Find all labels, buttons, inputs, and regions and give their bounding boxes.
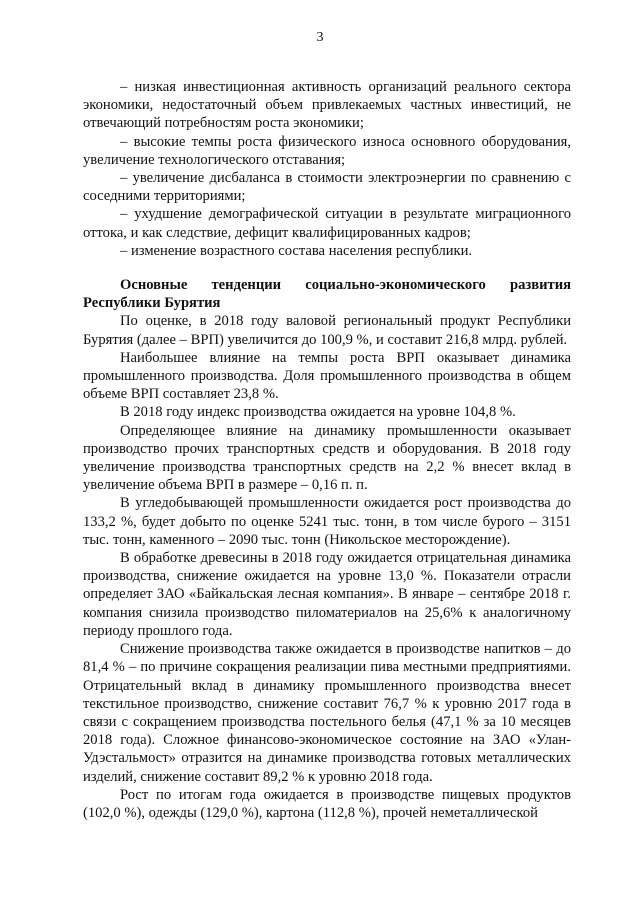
- bullet-item: – увеличение дисбаланса в стоимости электроэнергии по сравнению с соседними территориями;: [83, 170, 571, 205]
- paragraph: В 2018 году индекс производства ожидается на уровне 104,8 %.: [120, 404, 516, 421]
- paragraph: В обработке древесины в 2018 году ожидается отрицательная динамика производства, снижение ожидается на уровне 13,0 %. Показатели отрасли определяет ЗАО «Байкальская лесная компания». В январе – сентябре 2018 г. компания снизила производство пиломатериалов на 25,6% к аналогичному периоду прошлого года.: [83, 550, 571, 639]
- paragraph: Рост по итогам года ожидается в производстве пищевых продуктов (102,0 %), одежды (129,0 %), картона (112,8 %), прочей неметаллической: [83, 786, 571, 821]
- bullet-item: – высокие темпы роста физического износа основного оборудования, увеличение технологического отставания;: [83, 133, 571, 168]
- document-body: [83, 78, 571, 822]
- bullet-item: – ухудшение демографической ситуации в результате миграционного оттока, и как следствие, дефицит квалифицированных кадров;: [83, 206, 571, 241]
- paragraph: В угледобывающей промышленности ожидается рост производства до 133,2 %, будет добыто по оценке 5241 тыс. тонн, в том числе бурого – 3151 тыс. тонн, каменного – 2090 тыс. тонн (Никольское месторождение).: [83, 495, 571, 548]
- paragraph: По оценке, в 2018 году валовой региональный продукт Республики Бурятия (далее – ВРП) увеличится до 100,9 %, и составит 216,8 млрд. рублей.: [83, 313, 571, 348]
- paragraph: Снижение производства также ожидается в производстве напитков – до 81,4 % – по причине сокращения реализации пива местными предприятиями. Отрицательный вклад в динамику промышленного производства внесет текстильное производство, снижение составит 76,7 % к уровню 2017 года в связи с сокращением производства постельного белья (47,1 % за 10 месяцев 2018 года). Сложное финансово-экономическое состояние на ЗАО «Улан-Удэстальмост» отразится на динамике производства готовых металлических изделий, снижение составит 89,2 % к уровню 2018 года.: [83, 641, 571, 785]
- bullet-item: – изменение возрастного состава населения республики.: [120, 242, 473, 259]
- bullet-item: – низкая инвестиционная активность организаций реального сектора экономики, недостаточный объем привлекаемых частных инвестиций, не отвечающий потребностям роста экономики;: [83, 79, 571, 132]
- page-number: 3: [316, 30, 324, 45]
- section-title: Основные тенденции социально-экономического развития Республики Бурятия: [83, 277, 571, 312]
- paragraph: Наибольшее влияние на темпы роста ВРП оказывает динамика промышленного производства. Доля промышленного производства в общем объеме ВРП составляет 23,8 %.: [83, 349, 571, 403]
- paragraph: Определяющее влияние на динамику промышленности оказывает производство прочих транспортных средств и оборудования. В 2018 году увеличение производства транспортных средств на 2,2 % внесет вклад в увеличение объема ВРП в размере – 0,16 п. п.: [83, 422, 571, 494]
